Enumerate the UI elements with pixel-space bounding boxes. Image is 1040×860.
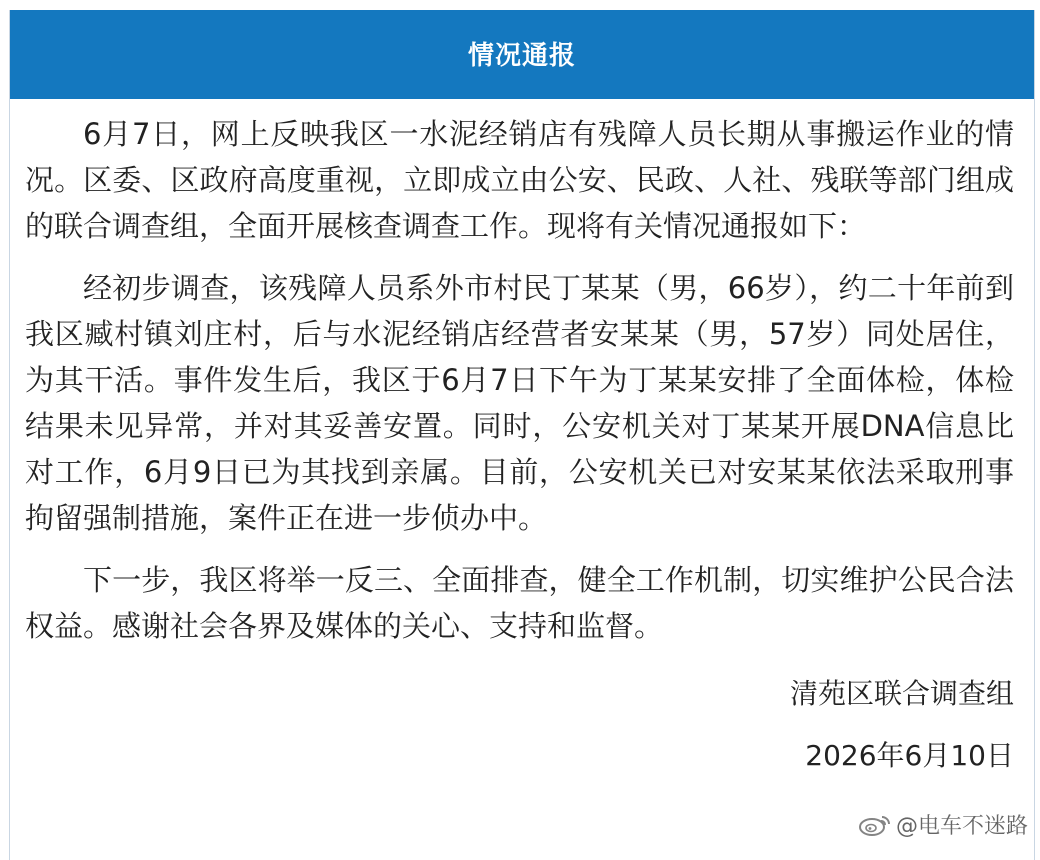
watermark-text: @电车不迷路 xyxy=(895,814,1028,839)
notice-title: 情况通报 xyxy=(467,41,576,71)
paragraph-next-steps: 下一步，我区将举一反三、全面排查，健全工作机制，切实维护公民合法权益。感谢社会各界及媒体的关心、支持和监督。 xyxy=(25,563,1014,643)
signature-date: 2026年6月10日 xyxy=(805,739,1014,772)
signature-organization: 清苑区联合调查组 xyxy=(789,677,1014,710)
notice-header xyxy=(10,10,1034,99)
paragraph-investigation: 经初步调查，该残障人员系外市村民丁某某（男，66岁），约二十年前到我区臧村镇刘庄村，后与水泥经销店经营者安某某（男，57岁）同处居住，为其干活。事件发生后，我区于6月7日下午为丁某某安排了全面体检，体检结果未见异常，并对其妥善安置。同时，公安机关对丁某某开展DNA信息比对工作，6月9日已为其找到亲属。目前，公安机关已对安某某依法采取刑事拘留强制措施，案件正在进一步侦办中。 xyxy=(25,271,1014,535)
watermark xyxy=(858,809,1028,840)
notice-body xyxy=(10,99,1034,779)
paragraph-intro: 6月7日，网上反映我区一水泥经销店有残障人员长期从事搬运作业的情况。区委、区政府高度重视，立即成立由公安、民政、人社、残联等部门组成的联合调查组，全面开展核查调查工作。现将有关情况通报如下： xyxy=(25,117,1014,243)
weibo-icon xyxy=(858,814,892,836)
notice-card xyxy=(9,10,1035,860)
